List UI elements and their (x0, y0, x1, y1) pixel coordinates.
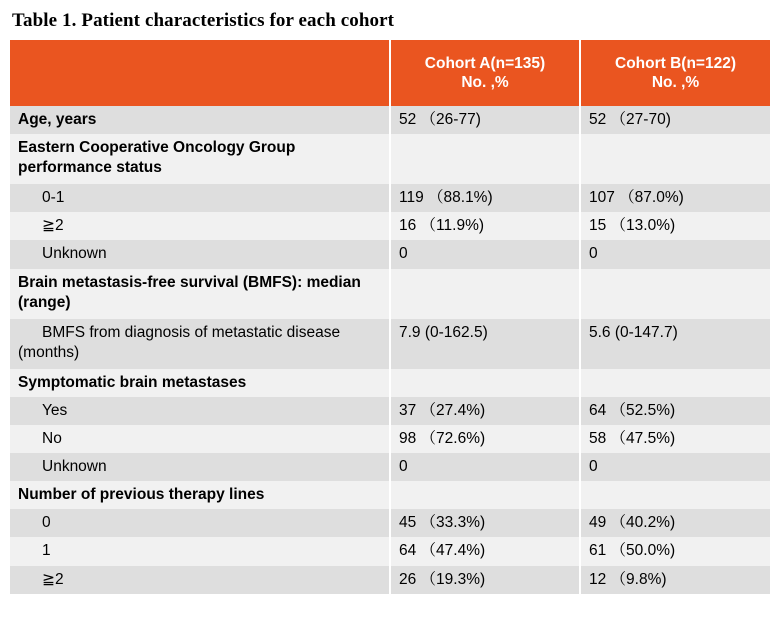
table-row (10, 369, 770, 397)
row-value-b-bmfs-metastatic: 5.6 (0-147.7) (580, 319, 770, 369)
row-value-b-therapy-0: 49 （40.2%) (580, 509, 770, 537)
row-value-a-ecog-0-1: 119 （88.1%) (390, 184, 580, 212)
table-body (10, 106, 770, 594)
table-row (10, 425, 770, 453)
row-label-bmfs: Brain metastasis-free survival (BMFS): median (range) (10, 269, 390, 319)
row-label-symptomatic-no: No (10, 425, 390, 453)
row-value-a-symptomatic (390, 369, 580, 397)
row-value-a-therapy-lines (390, 481, 580, 509)
row-value-b-symptomatic-no: 58 （47.5%) (580, 425, 770, 453)
row-value-b-ecog-2plus: 15 （13.0%) (580, 212, 770, 240)
row-label-bmfs-metastatic-text: BMFS from diagnosis of metastatic disease (months) (18, 323, 341, 361)
table-row (10, 240, 770, 268)
row-label-bmfs-metastatic (10, 319, 390, 369)
row-value-a-symptomatic-no: 98 （72.6%) (390, 425, 580, 453)
table-row (10, 106, 770, 134)
table-row (10, 184, 770, 212)
row-label-ecog-0-1: 0-1 (10, 184, 390, 212)
row-value-b-symptomatic-yes: 64 （52.5%) (580, 397, 770, 425)
row-label-age: Age, years (10, 106, 390, 134)
row-value-a-bmfs-metastatic: 7.9 (0-162.5) (390, 319, 580, 369)
patient-characteristics-table (10, 40, 770, 594)
row-label-ecog: Eastern Cooperative Oncology Group performance status (10, 134, 390, 184)
row-value-b-symptomatic-unknown: 0 (580, 453, 770, 481)
table-row (10, 537, 770, 565)
table-row (10, 453, 770, 481)
row-value-b-ecog (580, 134, 770, 184)
table-row (10, 509, 770, 537)
row-value-a-ecog-unknown: 0 (390, 240, 580, 268)
row-value-a-symptomatic-unknown: 0 (390, 453, 580, 481)
row-label-therapy-lines: Number of previous therapy lines (10, 481, 390, 509)
row-label-therapy-1: 1 (10, 537, 390, 565)
row-value-b-therapy-lines (580, 481, 770, 509)
table-row (10, 566, 770, 594)
header-cohort-a-line2: No. ,% (461, 74, 509, 91)
row-value-b-therapy-1: 61 （50.0%) (580, 537, 770, 565)
row-label-symptomatic-unknown: Unknown (10, 453, 390, 481)
row-value-a-bmfs (390, 269, 580, 319)
row-value-b-bmfs (580, 269, 770, 319)
table-row (10, 134, 770, 184)
table-header-row (10, 40, 770, 106)
row-value-b-therapy-2plus: 12 （9.8%) (580, 566, 770, 594)
row-label-symptomatic-yes: Yes (10, 397, 390, 425)
row-value-b-age: 52 （27-70) (580, 106, 770, 134)
row-value-a-therapy-2plus: 26 （19.3%) (390, 566, 580, 594)
row-value-b-ecog-0-1: 107 （87.0%) (580, 184, 770, 212)
table-row (10, 212, 770, 240)
row-value-b-ecog-unknown: 0 (580, 240, 770, 268)
row-value-a-symptomatic-yes: 37 （27.4%) (390, 397, 580, 425)
row-label-therapy-2plus: ≧2 (10, 566, 390, 594)
table-row (10, 397, 770, 425)
row-value-a-age: 52 （26-77) (390, 106, 580, 134)
header-cell-cohort-a (390, 40, 580, 106)
header-cell-characteristic (10, 40, 390, 106)
row-value-b-symptomatic (580, 369, 770, 397)
row-value-a-therapy-1: 64 （47.4%) (390, 537, 580, 565)
table-caption: Table 1. Patient characteristics for each cohort (12, 10, 395, 31)
header-cohort-b-line1: Cohort B(n=122) (615, 54, 736, 72)
row-label-therapy-0: 0 (10, 509, 390, 537)
header-cohort-b-line2: No. ,% (651, 74, 700, 91)
row-label-ecog-2plus: ≧2 (10, 212, 390, 240)
table-row (10, 269, 770, 319)
row-value-a-ecog (390, 134, 580, 184)
table-row (10, 319, 770, 369)
header-cell-cohort-b (580, 40, 770, 106)
table-row (10, 481, 770, 509)
row-label-ecog-unknown: Unknown (10, 240, 390, 268)
row-value-a-ecog-2plus: 16 （11.9%) (390, 212, 580, 240)
table-header (10, 40, 770, 106)
row-label-symptomatic: Symptomatic brain metastases (10, 369, 390, 397)
header-cohort-a-line1: Cohort A(n=135) (424, 54, 546, 72)
row-value-a-therapy-0: 45 （33.3%) (390, 509, 580, 537)
